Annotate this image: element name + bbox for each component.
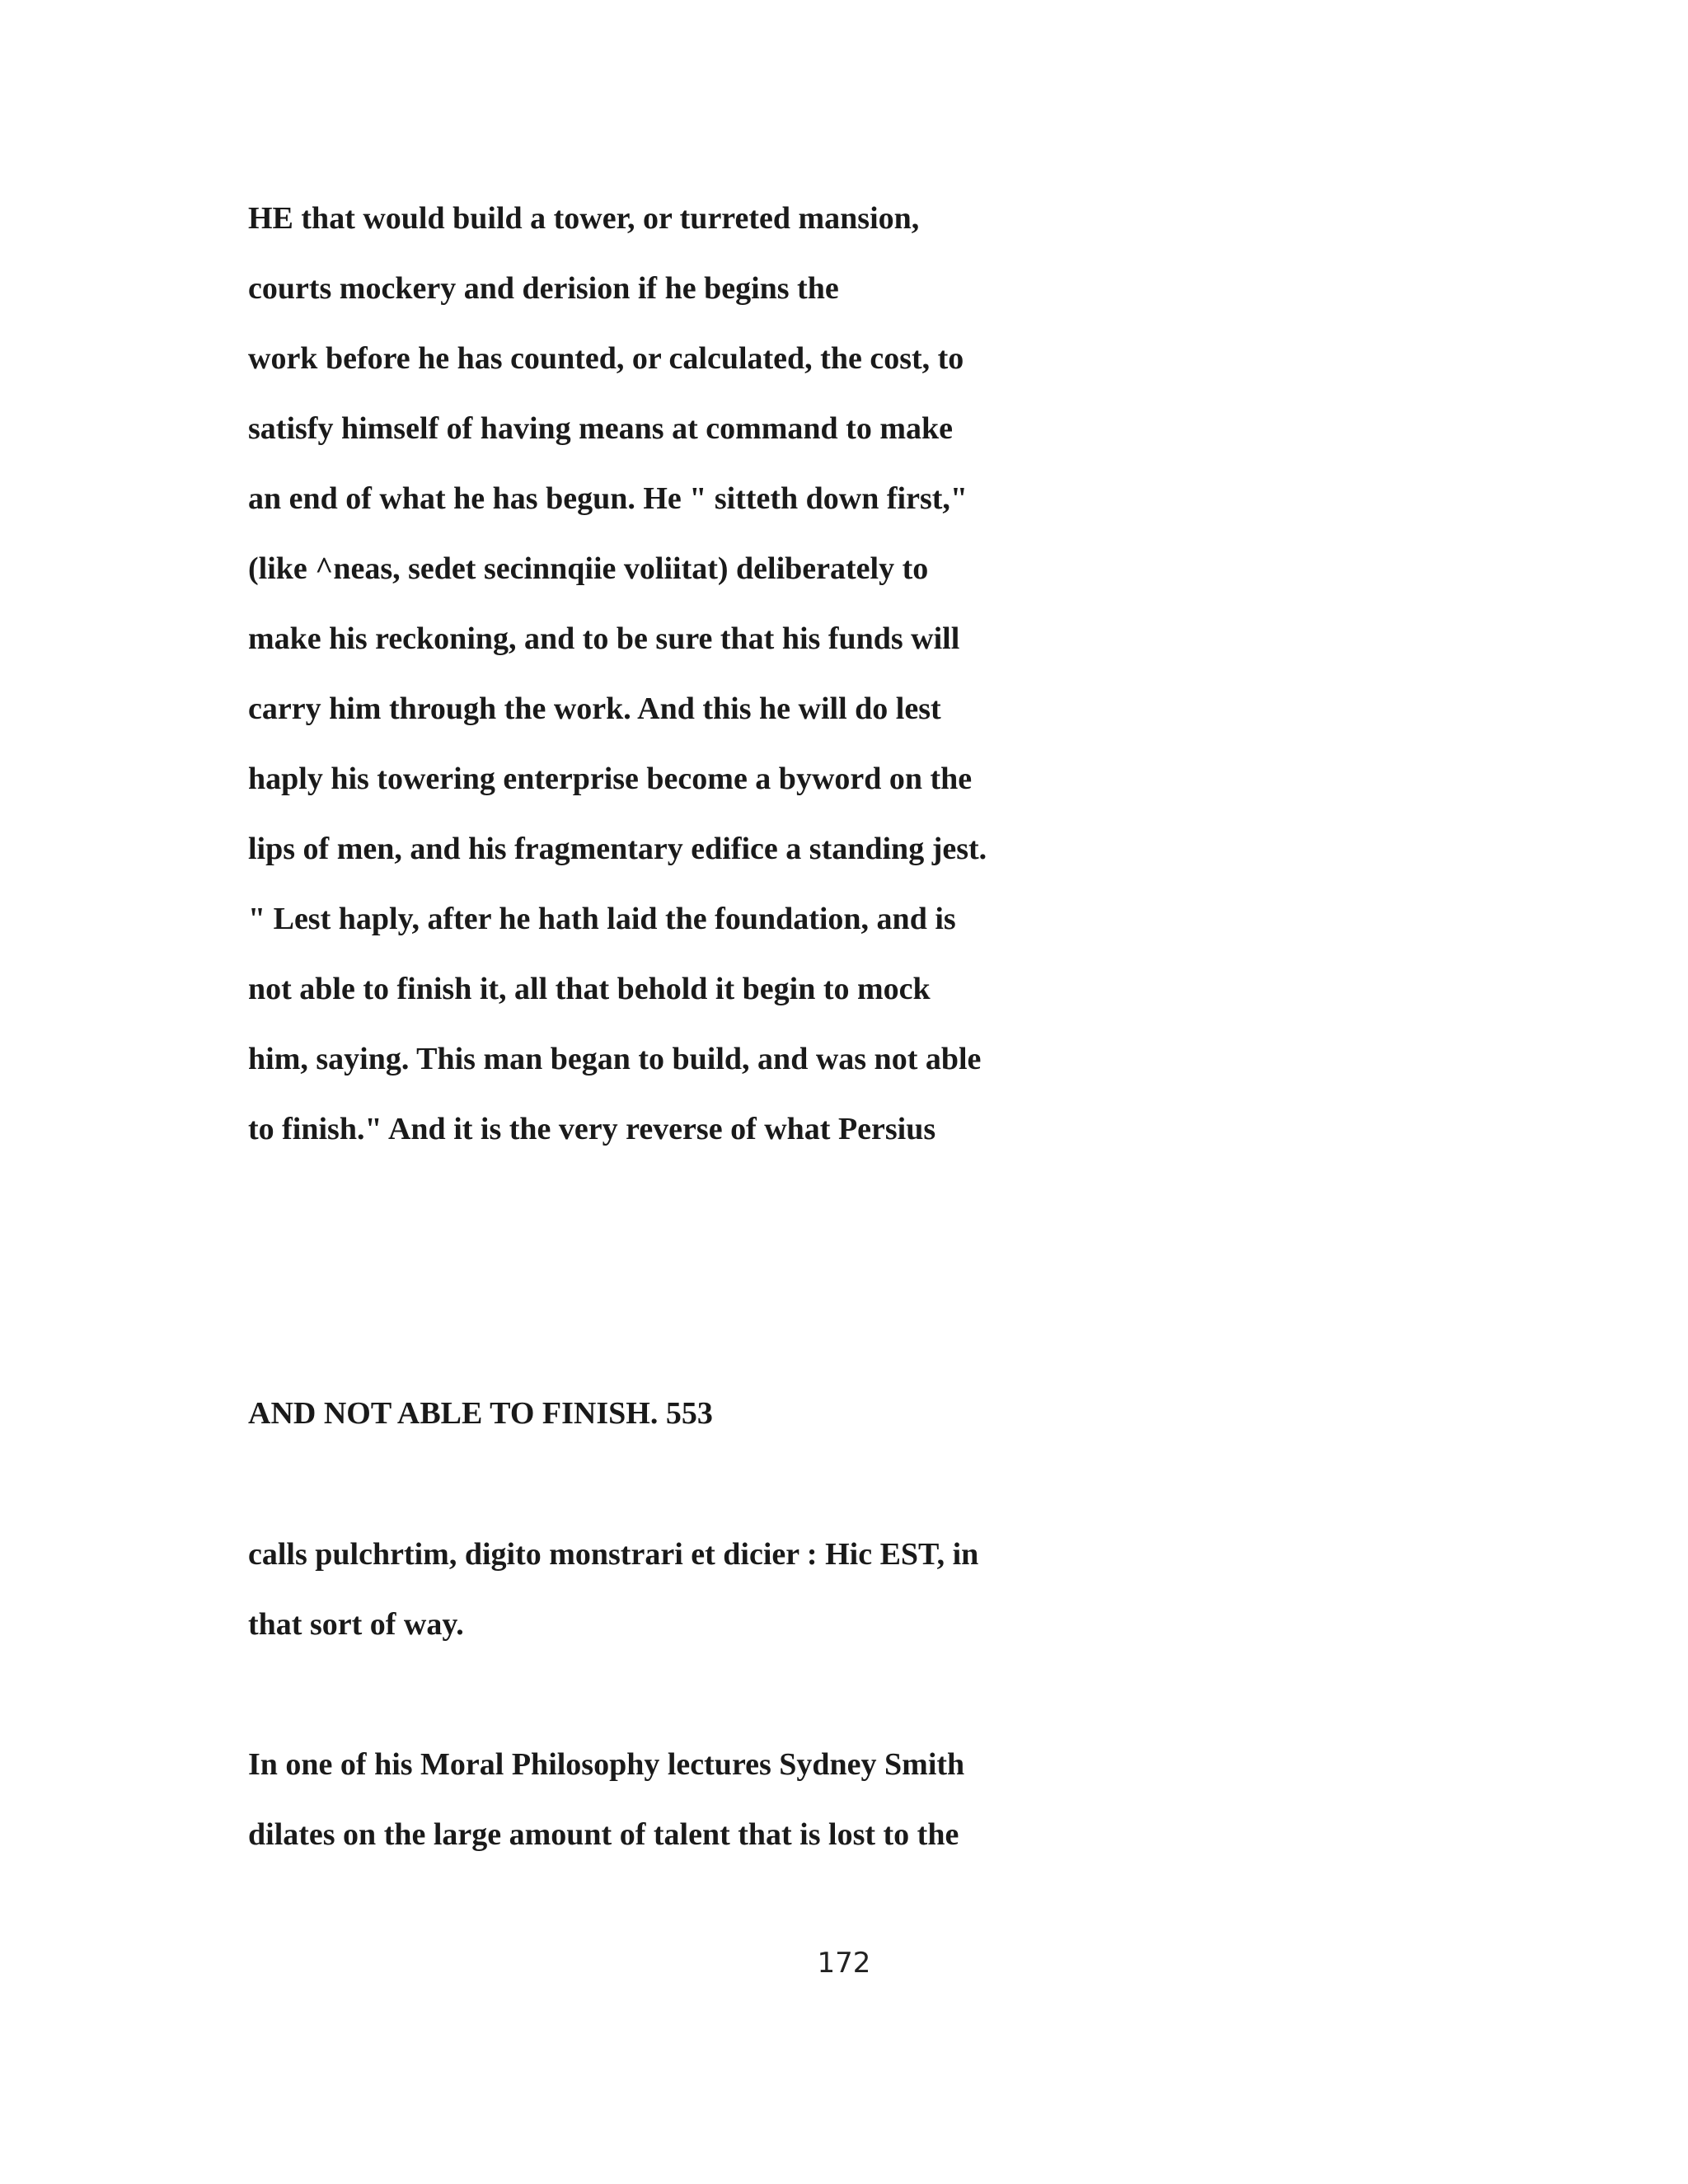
text-line: to finish." And it is the very reverse of what Persius <box>248 1112 936 1146</box>
text-line: " Lest haply, after he hath laid the foundation, and is <box>248 902 956 936</box>
text-line: HE that would build a tower, or turreted mansion, <box>248 201 920 236</box>
text-line: not able to finish it, all that behold it begin to mock <box>248 972 931 1006</box>
running-header: AND NOT ABLE TO FINISH. 553 <box>248 1396 713 1431</box>
text-line: dilates on the large amount of talent that is lost to the <box>248 1817 959 1852</box>
page-number: 172 <box>817 1947 871 1980</box>
text-line: make his reckoning, and to be sure that his funds will <box>248 621 960 656</box>
text-line: lips of men, and his fragmentary edifice a standing jest. <box>248 832 987 866</box>
text-line: him, saying. This man began to build, and was not able <box>248 1042 982 1076</box>
text-line: courts mockery and derision if he begins the <box>248 271 839 306</box>
text-line: work before he has counted, or calculated, the cost, to <box>248 341 964 376</box>
text-line: satisfy himself of having means at command to make <box>248 411 953 446</box>
text-line: (like ^neas, sedet secinnqiie voliitat) deliberately to <box>248 551 929 586</box>
text-line: calls pulchrtim, digito monstrari et dicier : Hic EST, in <box>248 1537 979 1572</box>
text-line: an end of what he has begun. He " sitteth down first," <box>248 481 968 516</box>
text-line: haply his towering enterprise become a byword on the <box>248 762 973 796</box>
text-line: carry him through the work. And this he will do lest <box>248 691 941 726</box>
text-line: that sort of way. <box>248 1607 464 1642</box>
text-line: In one of his Moral Philosophy lectures Sydney Smith <box>248 1747 965 1782</box>
